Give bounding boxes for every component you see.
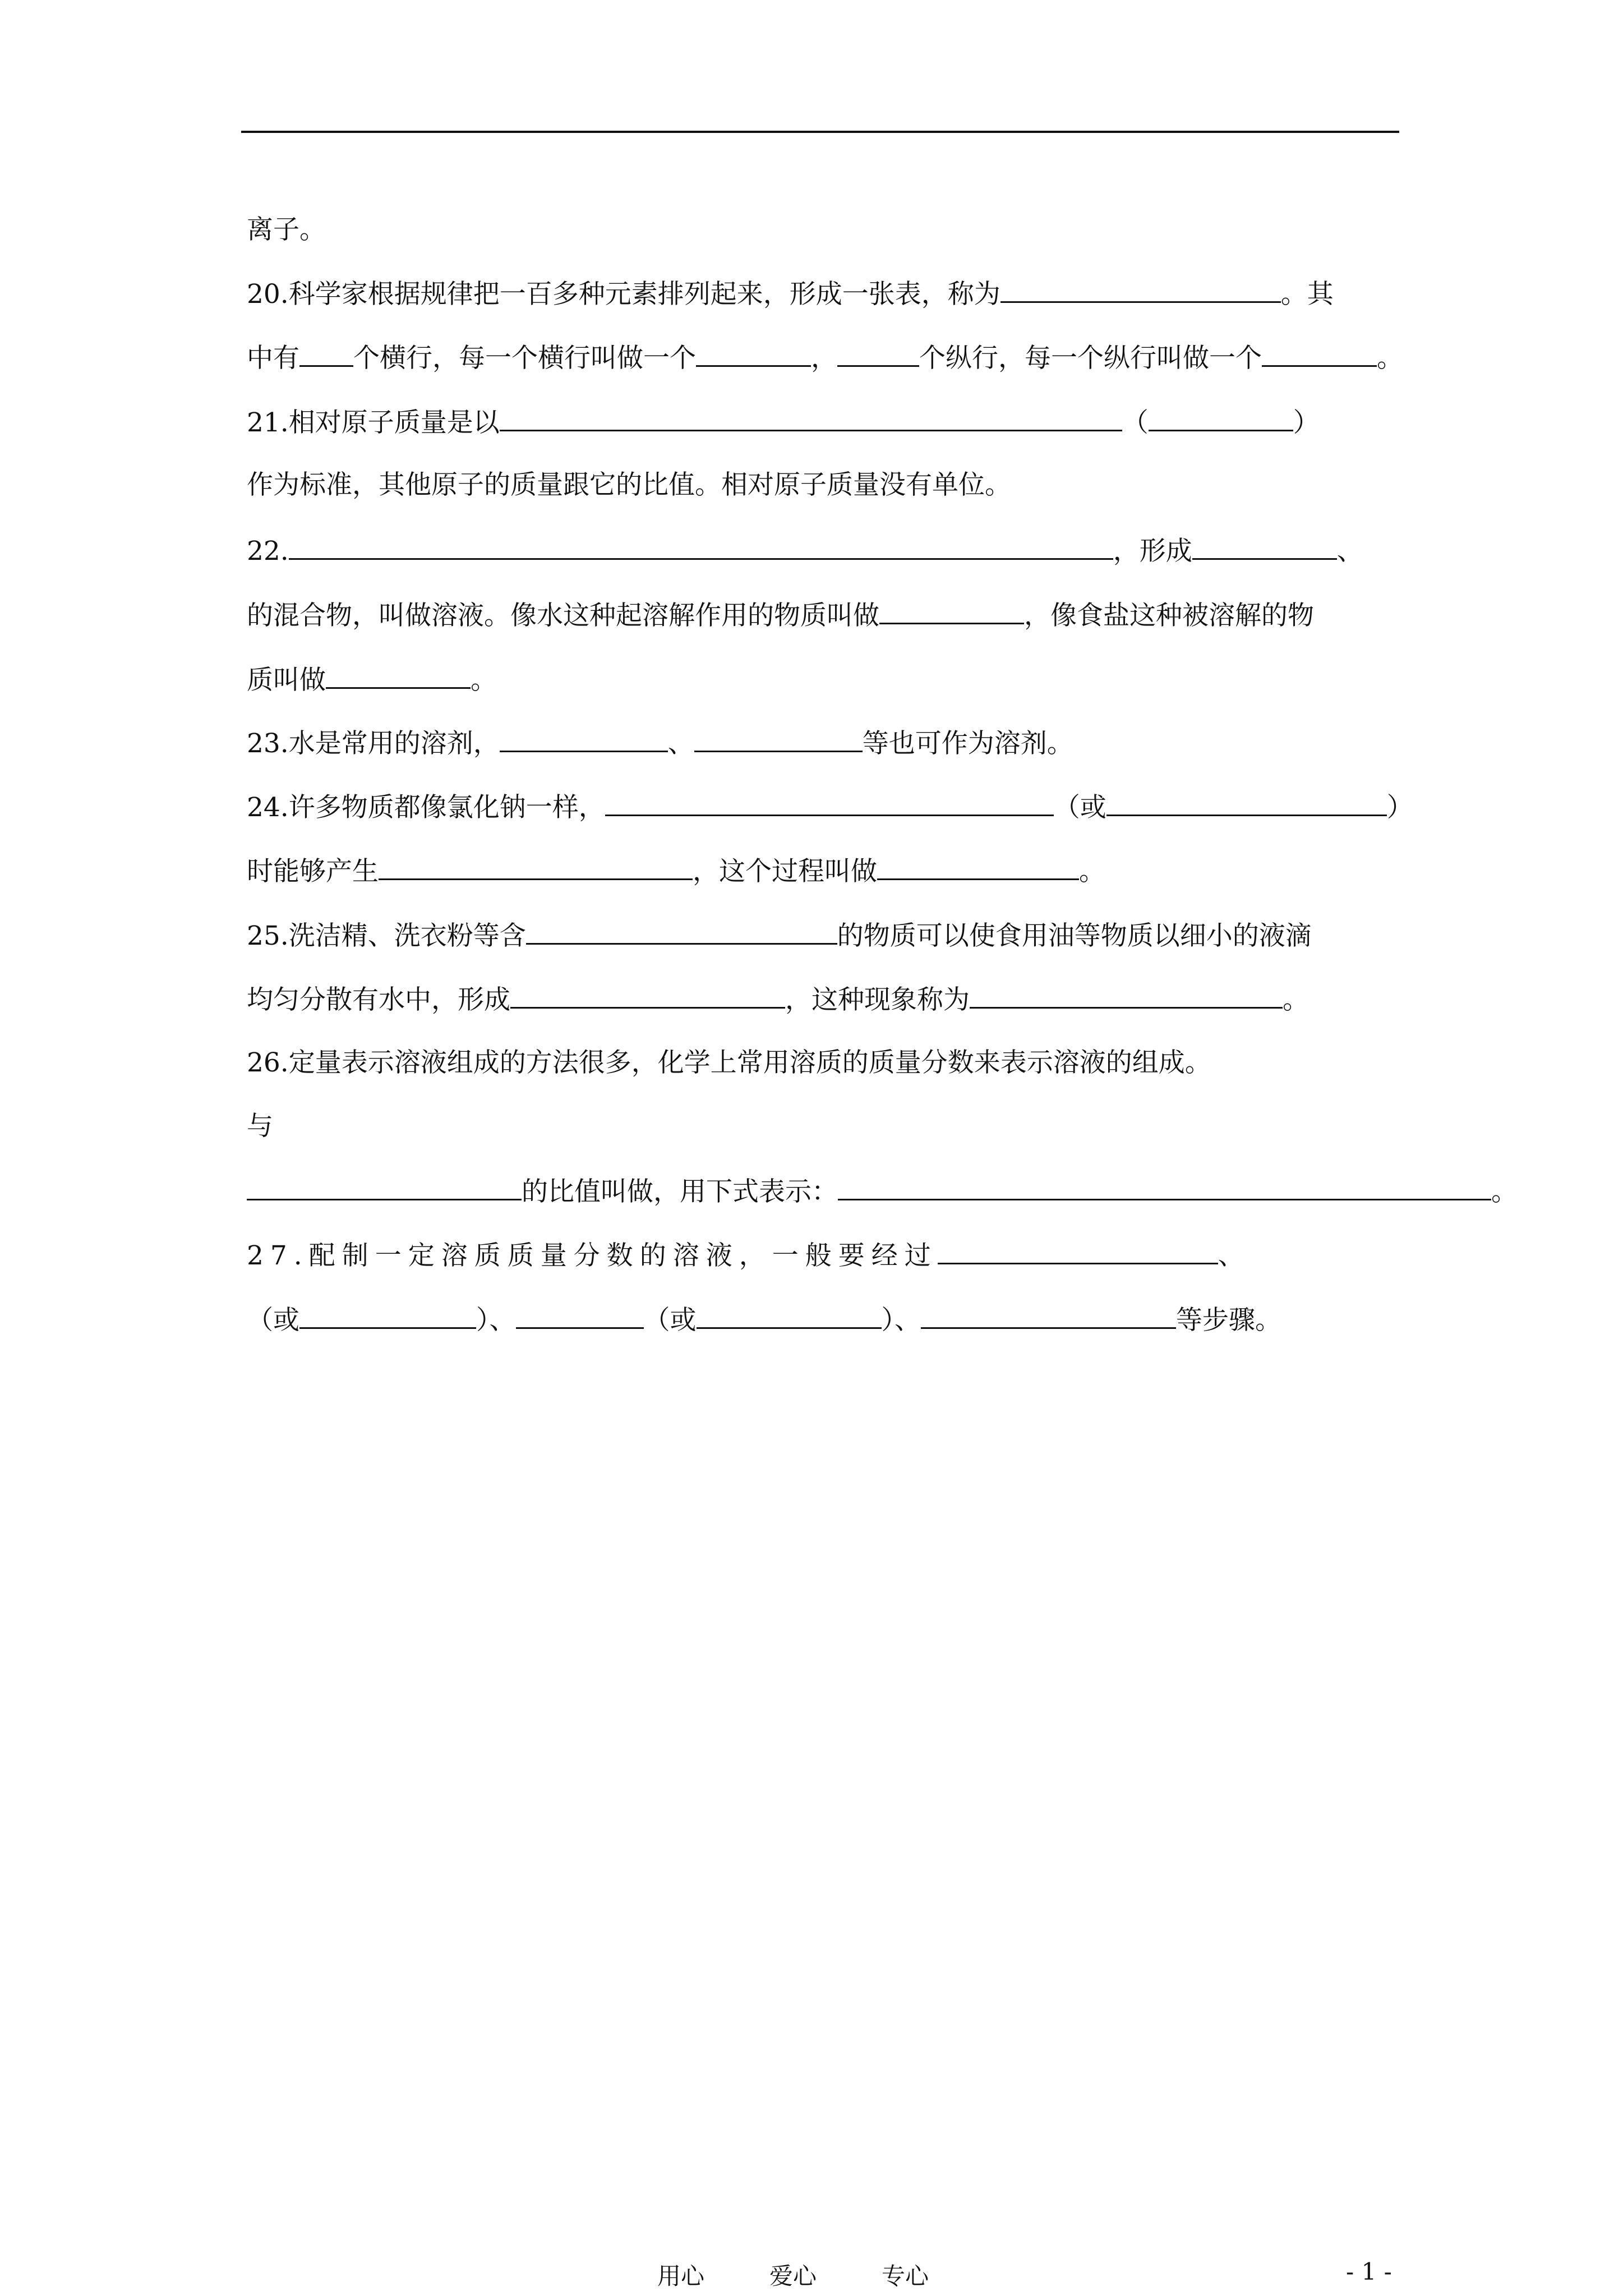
answer-blank[interactable]	[500, 726, 668, 752]
question-26-line-3: 的比值叫做，用下式表示： 。	[247, 1174, 1518, 1209]
answer-blank[interactable]	[289, 533, 1113, 560]
question-27-line-2: （或 ）、 （或 ）、 等步骤。	[247, 1303, 1281, 1337]
answer-blank[interactable]	[1149, 405, 1293, 431]
answer-blank[interactable]	[1106, 790, 1387, 816]
question-21-line-1: 21.相对原子质量是以 （ ）	[247, 405, 1320, 440]
answer-blank[interactable]	[697, 1303, 882, 1329]
footer-motto-2: 爱心	[769, 2262, 817, 2290]
answer-blank[interactable]	[837, 341, 919, 367]
question-20-line-1: 20.科学家根据规律把一百多种元素排列起来，形成一张表，称为 。其	[247, 277, 1334, 311]
question-26-line-2: 与	[247, 1111, 273, 1142]
answer-blank[interactable]	[696, 341, 811, 367]
answer-blank[interactable]	[500, 405, 1122, 431]
question-20-line-2: 中有 个横行，每一个横行叫做一个 ， 个纵行，每一个纵行叫做一个 。	[247, 341, 1403, 375]
footer-motto-3: 专心	[882, 2262, 929, 2290]
page-number: - 1 -	[1346, 2258, 1392, 2285]
answer-blank[interactable]	[1192, 533, 1337, 560]
question-24-line-2: 时能够产生 ，这个过程叫做 。	[247, 854, 1105, 889]
question-22-line-1: 22. ，形成 、	[247, 533, 1363, 568]
footer-motto-1: 用心	[657, 2262, 705, 2290]
question-25-line-2: 均匀分散有水中，形成 ，这种现象称为 。	[247, 982, 1309, 1017]
answer-blank[interactable]	[379, 854, 693, 880]
answer-blank[interactable]	[247, 1174, 522, 1200]
header-rule	[241, 131, 1399, 133]
question-22-line-2: 的混合物，叫做溶液。像水这种起溶解作用的物质叫做 ，像食盐这种被溶解的物	[247, 598, 1314, 633]
answer-blank[interactable]	[526, 918, 837, 945]
answer-blank[interactable]	[921, 1303, 1176, 1329]
text-line-ion: 离子。	[247, 214, 326, 245]
answer-blank[interactable]	[838, 1174, 1491, 1200]
question-22-line-3: 质叫做 。	[247, 662, 497, 697]
answer-blank[interactable]	[970, 982, 1283, 1009]
question-24-line-1: 24.许多物质都像氯化钠一样， （或 ）	[247, 790, 1413, 825]
answer-blank[interactable]	[510, 982, 785, 1009]
question-23: 23.水是常用的溶剂， 、 等也可作为溶剂。	[247, 726, 1073, 761]
answer-blank[interactable]	[516, 1303, 644, 1329]
answer-blank[interactable]	[694, 726, 863, 752]
question-27-line-1: 27.配制一定溶质质量分数的溶液，一般要经过 、	[247, 1238, 1251, 1273]
answer-blank[interactable]	[938, 1238, 1218, 1264]
answer-blank[interactable]	[299, 1303, 476, 1329]
question-25-line-1: 25.洗洁精、洗衣粉等含 的物质可以使食用油等物质以细小的液滴	[247, 918, 1312, 953]
question-21-line-2: 作为标准，其他原子的质量跟它的比值。相对原子质量没有单位。	[247, 470, 1011, 500]
answer-blank[interactable]	[326, 662, 471, 689]
answer-blank[interactable]	[605, 790, 1054, 816]
answer-blank[interactable]	[877, 854, 1079, 880]
answer-blank[interactable]	[299, 341, 353, 367]
answer-blank[interactable]	[1262, 341, 1377, 367]
answer-blank[interactable]	[879, 598, 1024, 624]
answer-blank[interactable]	[1000, 277, 1281, 303]
question-26-line-1: 26.定量表示溶液组成的方法很多，化学上常用溶质的质量分数来表示溶液的组成。	[247, 1047, 1211, 1078]
